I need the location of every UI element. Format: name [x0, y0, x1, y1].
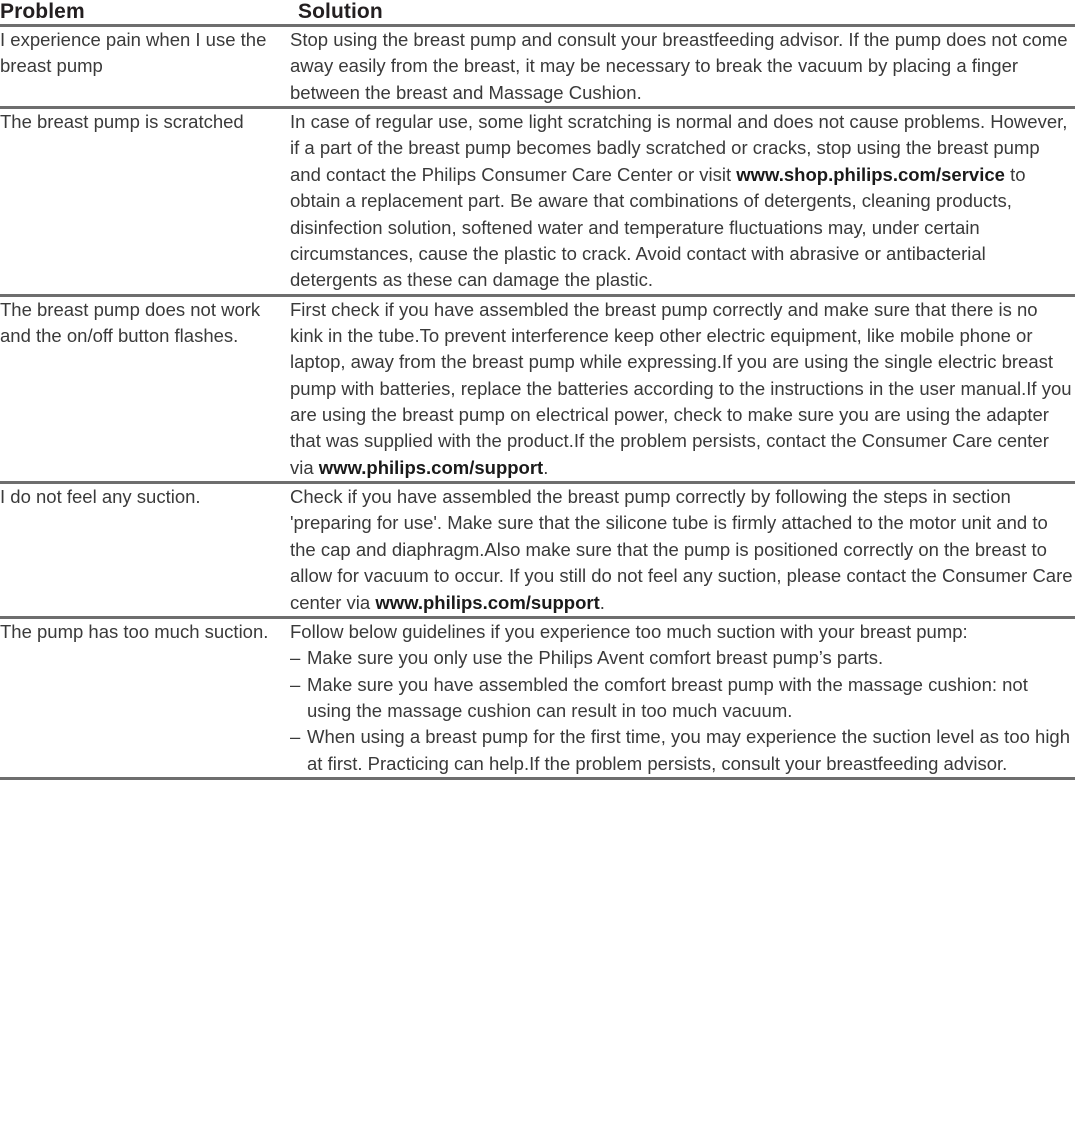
table-row — [0, 108, 1075, 296]
list-item — [290, 672, 1075, 725]
bullet-dash-icon: – — [290, 647, 301, 669]
solution-text: to obtain a replacement part. Be aware that combinations of detergents, cleaning products, disinfection solution, softened water and temperature fluctuations may, under certain circumstances, cause the plastic to crack. Avoid contact with abrasive or antibacterial detergents as these can damage the plastic. — [290, 163, 1026, 291]
solution-paragraph — [290, 484, 1075, 616]
solution-paragraph — [290, 27, 1075, 106]
solution-text: . — [599, 591, 605, 613]
list-item-text: Make sure you have assembled the comfort breast pump with the massage cushion: not using the massage cushion can result in too much vacuum. — [307, 673, 1028, 721]
problem-cell: I do not feel any suction. — [0, 486, 201, 508]
solution-text: First check if you have assembled the breast pump correctly and make sure that there is no kink in the tube.To prevent interference keep other electric equipment, like mobile phone or laptop, away from the breast pump while expressing.If you are using the single electric breast pump with batteries, replace the batteries according to the instructions in the user manual.If you are using the breast pump on electrical power, check to make sure you are using the adapter that was supplied with the product.If the problem persists, contact the Consumer Care center via — [290, 298, 1072, 478]
solution-cell — [290, 483, 1075, 618]
list-item-text: When using a breast pump for the first time, you may experience the suction level as too high at first. Practicing can help.If the problem persists, consult your breastfeeding advisor. — [307, 726, 1071, 774]
solution-cell — [290, 295, 1075, 483]
solution-intro: Follow below guidelines if you experience too much suction with your breast pump: — [290, 620, 968, 642]
solution-cell — [290, 617, 1075, 778]
list-item-text: Make sure you only use the Philips Avent comfort breast pump’s parts. — [307, 647, 884, 669]
list-item — [290, 645, 1075, 671]
solution-cell — [290, 26, 1075, 108]
solution-text: . — [543, 456, 549, 478]
problem-cell: The breast pump does not work and the on/off button flashes. — [0, 298, 261, 346]
philips-support-url: www.philips.com/support — [375, 591, 600, 613]
problem-cell: The breast pump is scratched — [0, 111, 244, 133]
problem-cell: I experience pain when I use the breast pump — [0, 29, 267, 77]
solution-text: In case of regular use, some light scratching is normal and does not cause problems. However, if a part of the breast pump becomes badly scratched or cracks, stop using the breast pump and contact the Philips Consumer Care Center or visit — [290, 111, 1068, 185]
problem-cell: The pump has too much suction. — [0, 620, 269, 642]
column-header-problem: Problem — [0, 0, 85, 23]
philips-support-url: www.philips.com/support — [318, 456, 544, 478]
table-row — [0, 295, 1075, 483]
column-header-solution: Solution — [298, 0, 383, 23]
bullet-dash-icon: – — [290, 726, 301, 748]
philips-service-url: www.shop.philips.com/service — [736, 163, 1005, 185]
table-header — [0, 0, 1075, 26]
solution-text: Check if you have assembled the breast pump correctly by following the steps in section 'preparing for use'. Make sure that the silicone tube is firmly attached to the motor unit and to the cap and diaphragm.Also make sure that the pump is positioned correctly on the breast to allow for vacuum to occur. If you still do not feel any suction, please contact the Consumer Care center via — [290, 486, 1073, 613]
table-row — [0, 26, 1075, 108]
solution-cell — [290, 108, 1075, 296]
table-header-row — [0, 0, 1075, 26]
list-item — [290, 724, 1075, 777]
guideline-list — [290, 645, 1075, 777]
solution-text: Stop using the breast pump and consult your breastfeeding advisor. If the pump does not come away easily from the breast, it may be necessary to break the vacuum by placing a finger between the breast and Massage Cushion. — [290, 29, 1068, 103]
bullet-dash-icon: – — [290, 673, 301, 695]
solution-paragraph — [290, 297, 1075, 482]
table-row — [0, 617, 1075, 778]
solution-paragraph — [290, 109, 1075, 294]
table-body — [0, 26, 1075, 779]
table-row — [0, 483, 1075, 618]
